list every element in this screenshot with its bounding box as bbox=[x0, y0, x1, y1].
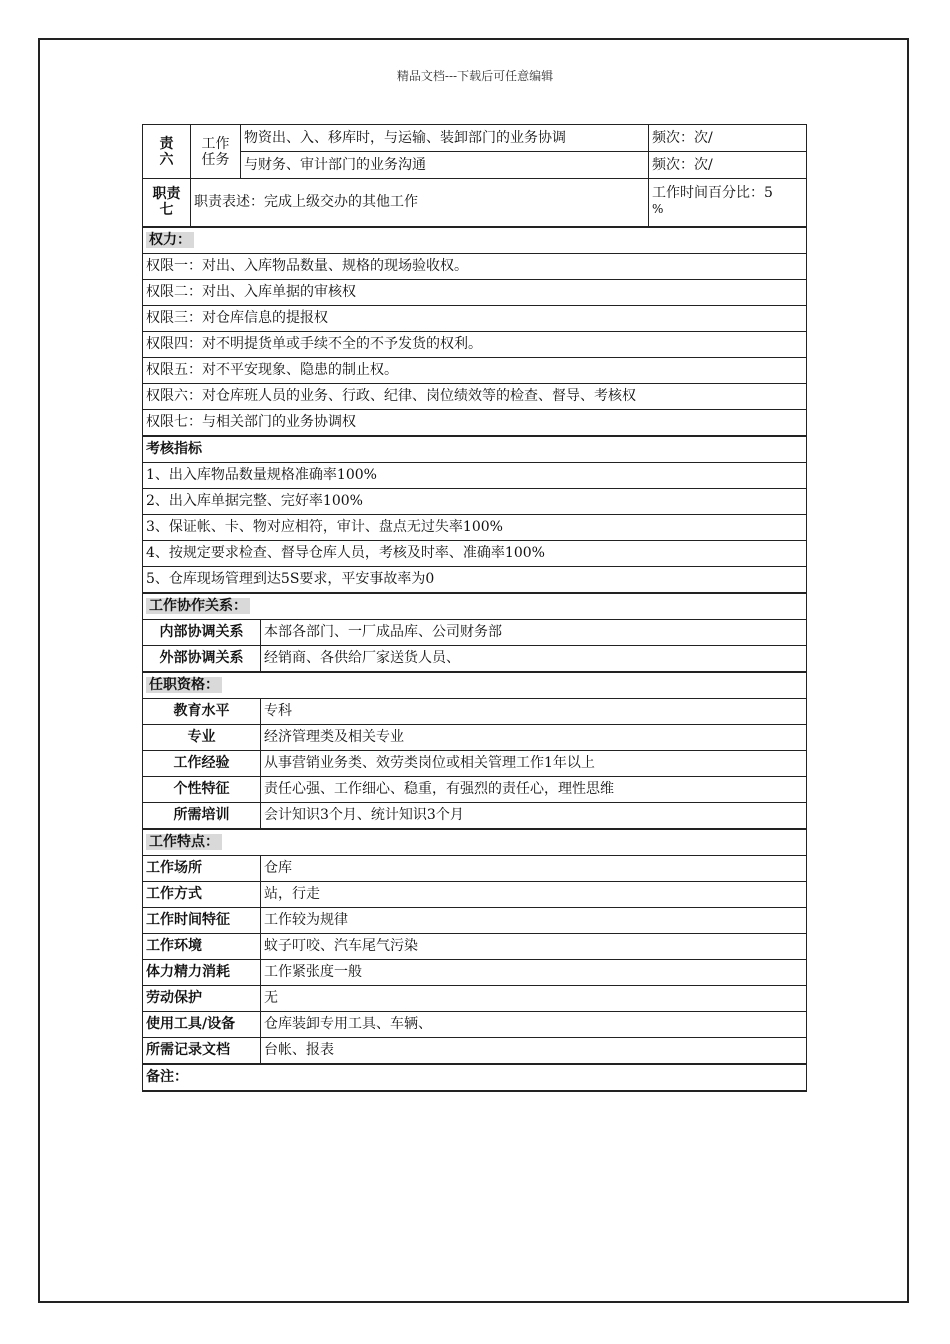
feature-label: 使用工具/设备 bbox=[143, 1011, 261, 1037]
authority-header-row bbox=[143, 227, 807, 254]
qualification-value: 责任心强、工作细心、稳重，有强烈的责任心，理性思维 bbox=[261, 776, 807, 802]
cooperation-title: 工作协作关系： bbox=[143, 593, 807, 620]
duty6-frequency-1: 频次：次/ bbox=[649, 125, 807, 152]
feature-value: 工作紧张度一般 bbox=[261, 959, 807, 985]
duty6-task-2: 与财务、审计部门的业务沟通 bbox=[241, 152, 649, 179]
qualification-value: 会计知识3个月、统计知识3个月 bbox=[261, 802, 807, 829]
feature-row bbox=[143, 933, 807, 959]
feature-row bbox=[143, 959, 807, 985]
authority-title: 权力： bbox=[143, 227, 807, 254]
feature-value: 蚊子叮咬、汽车尾气污染 bbox=[261, 933, 807, 959]
duty7-row bbox=[143, 179, 807, 227]
duty6-row-2 bbox=[143, 152, 807, 179]
qualification-row bbox=[143, 802, 807, 829]
feature-value: 仓库装卸专用工具、车辆、 bbox=[261, 1011, 807, 1037]
cooperation-label: 外部协调关系 bbox=[143, 645, 261, 672]
feature-label: 工作环境 bbox=[143, 933, 261, 959]
features-title: 工作特点： bbox=[143, 829, 807, 856]
feature-row bbox=[143, 1011, 807, 1037]
cooperation-row bbox=[143, 645, 807, 672]
qualification-label: 教育水平 bbox=[143, 698, 261, 724]
qualification-label: 所需培训 bbox=[143, 802, 261, 829]
duty7-label: 职责 七 bbox=[143, 179, 191, 227]
feature-row bbox=[143, 985, 807, 1011]
qualification-label: 专业 bbox=[143, 724, 261, 750]
feature-row bbox=[143, 881, 807, 907]
feature-row bbox=[143, 1037, 807, 1064]
feature-value: 站，行走 bbox=[261, 881, 807, 907]
feature-label: 工作方式 bbox=[143, 881, 261, 907]
qualification-label: 工作经验 bbox=[143, 750, 261, 776]
remarks-row bbox=[143, 1064, 807, 1091]
authority-item: 权限七：与相关部门的业务协调权 bbox=[143, 409, 807, 436]
feature-value: 仓库 bbox=[261, 855, 807, 881]
qualification-value: 专科 bbox=[261, 698, 807, 724]
authority-item: 权限四：对不明提货单或手续不全的不予发货的权利。 bbox=[143, 331, 807, 357]
features-header-row bbox=[143, 829, 807, 856]
cooperation-row bbox=[143, 619, 807, 645]
duty6-label: 责 六 bbox=[143, 125, 191, 179]
cooperation-header-row bbox=[143, 593, 807, 620]
kpi-title: 考核指标 bbox=[143, 436, 807, 463]
feature-value: 无 bbox=[261, 985, 807, 1011]
authority-item: 权限五：对不平安现象、隐患的制止权。 bbox=[143, 357, 807, 383]
duty6-frequency-2: 频次：次/ bbox=[649, 152, 807, 179]
duty7-time-percentage: 工作时间百分比：5 % bbox=[649, 179, 807, 227]
duty6-row-1 bbox=[143, 125, 807, 152]
duty6-task-1: 物资出、入、移库时，与运输、装卸部门的业务协调 bbox=[241, 125, 649, 152]
qualification-row bbox=[143, 698, 807, 724]
qualification-header-row bbox=[143, 672, 807, 699]
qualification-value: 经济管理类及相关专业 bbox=[261, 724, 807, 750]
feature-label: 所需记录文档 bbox=[143, 1037, 261, 1064]
kpi-item: 5、仓库现场管理到达5S要求，平安事故率为0 bbox=[143, 566, 807, 593]
kpi-item: 2、出入库单据完整、完好率100% bbox=[143, 488, 807, 514]
cooperation-value: 经销商、各供给厂家送货人员、 bbox=[261, 645, 807, 672]
feature-label: 工作时间特征 bbox=[143, 907, 261, 933]
qualification-row bbox=[143, 724, 807, 750]
kpi-item: 3、保证帐、卡、物对应相符，审计、盘点无过失率100% bbox=[143, 514, 807, 540]
kpi-header-row bbox=[143, 436, 807, 463]
qualification-title: 任职资格： bbox=[143, 672, 807, 699]
feature-label: 体力精力消耗 bbox=[143, 959, 261, 985]
cooperation-value: 本部各部门、一厂成品库、公司财务部 bbox=[261, 619, 807, 645]
kpi-item: 4、按规定要求检查、督导仓库人员，考核及时率、准确率100% bbox=[143, 540, 807, 566]
qualification-row bbox=[143, 776, 807, 802]
cooperation-label: 内部协调关系 bbox=[143, 619, 261, 645]
feature-value: 台帐、报表 bbox=[261, 1037, 807, 1064]
feature-row bbox=[143, 907, 807, 933]
feature-row bbox=[143, 855, 807, 881]
feature-value: 工作较为规律 bbox=[261, 907, 807, 933]
authority-item: 权限六：对仓库班人员的业务、行政、纪律、岗位绩效等的检查、督导、考核权 bbox=[143, 383, 807, 409]
authority-item: 权限二：对出、入库单据的审核权 bbox=[143, 279, 807, 305]
feature-label: 工作场所 bbox=[143, 855, 261, 881]
qualification-row bbox=[143, 750, 807, 776]
qualification-label: 个性特征 bbox=[143, 776, 261, 802]
feature-label: 劳动保护 bbox=[143, 985, 261, 1011]
watermark-text: 精品文档---下载后可任意编辑 bbox=[396, 69, 554, 83]
qualification-value: 从事营销业务类、效劳类岗位或相关管理工作1年以上 bbox=[261, 750, 807, 776]
duty7-description: 职责表述：完成上级交办的其他工作 bbox=[191, 179, 649, 227]
remarks-title: 备注： bbox=[143, 1064, 807, 1091]
kpi-item: 1、出入库物品数量规格准确率100% bbox=[143, 462, 807, 488]
job-table bbox=[142, 124, 807, 1092]
authority-item: 权限三：对仓库信息的提报权 bbox=[143, 305, 807, 331]
authority-item: 权限一：对出、入库物品数量、规格的现场验收权。 bbox=[143, 253, 807, 279]
job-description-sheet bbox=[142, 124, 806, 1092]
duty6-sublabel: 工作 任务 bbox=[191, 125, 241, 179]
